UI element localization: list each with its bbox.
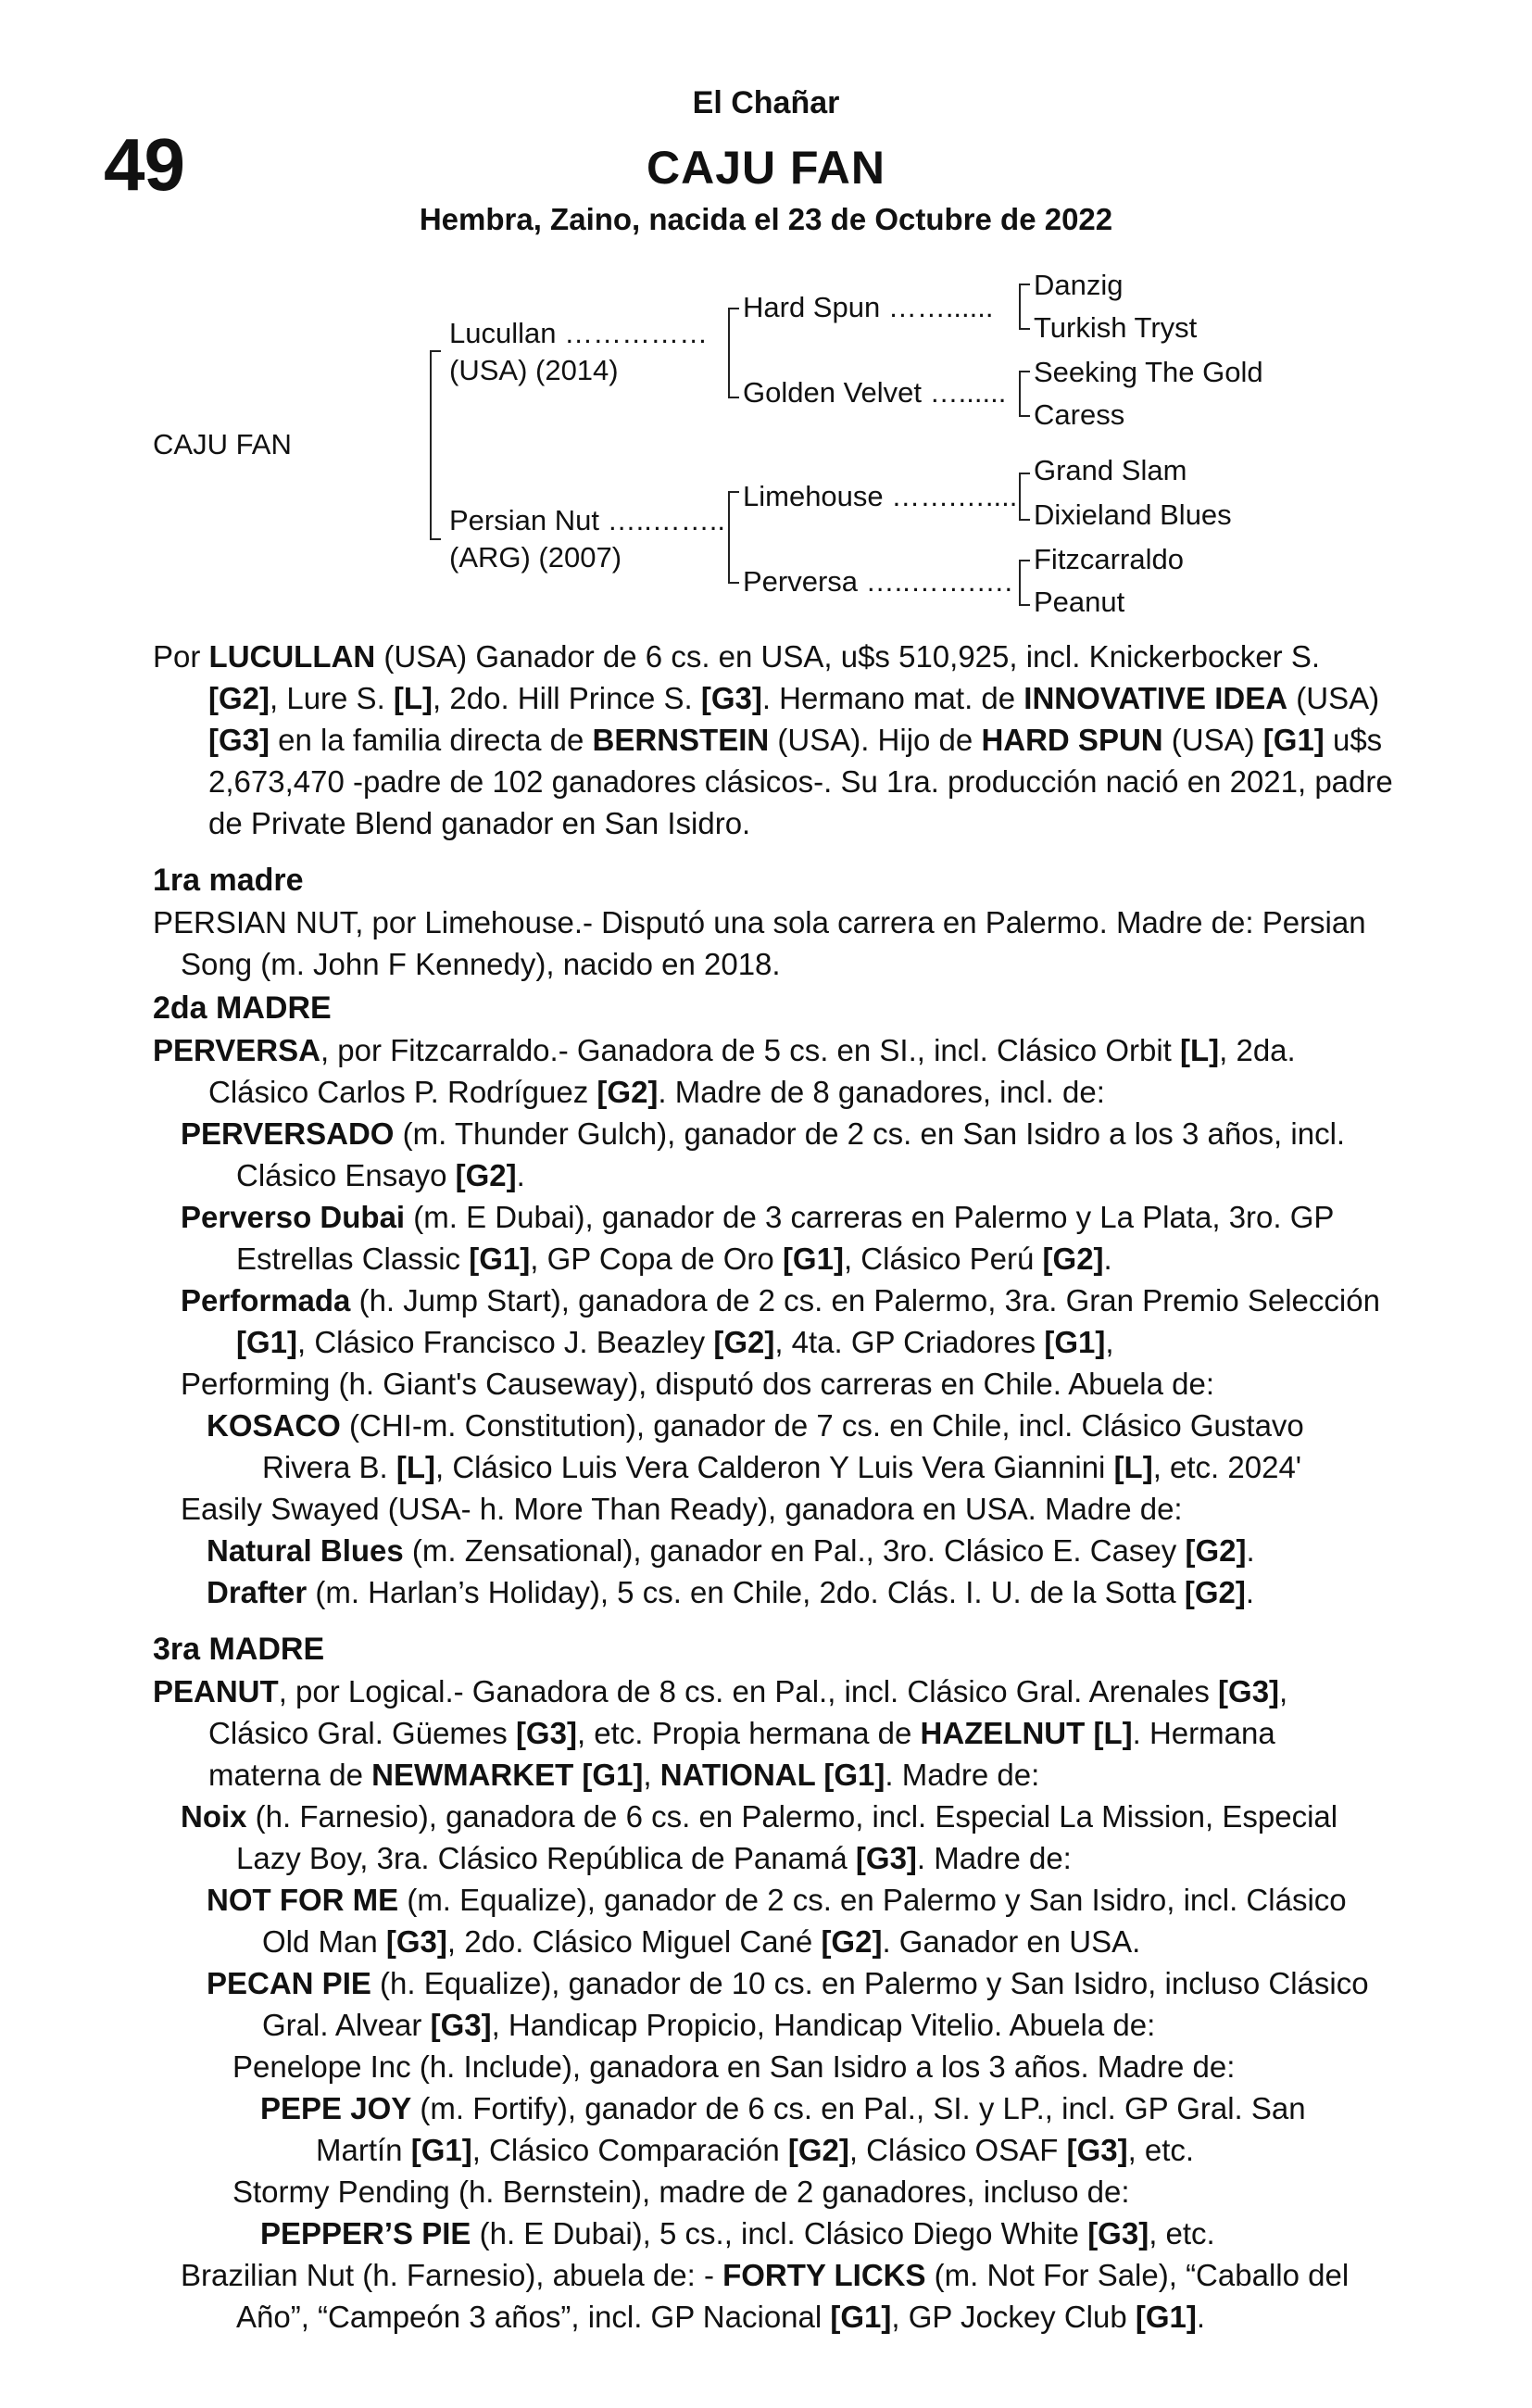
third-dam-row-3: PECAN PIE (h. Equalize), ganador de 10 cs. en Palermo y San Isidro, incluso Clásico Gral. Alvear [G3], Handicap Propicio, Handicap Vitelio. Abuela de: xyxy=(207,1966,1369,2042)
first-dam-section xyxy=(153,860,1394,985)
pedigree-dss: Grand Slam xyxy=(1034,454,1187,486)
pedigree-dds: Fitzcarraldo xyxy=(1034,543,1184,575)
second-dam-row-6: Easily Swayed (USA- h. More Than Ready), ganadora en USA. Madre de: xyxy=(181,1492,1183,1526)
pedigree-ssd: Turkish Tryst xyxy=(1034,311,1198,344)
second-dam-row-8: Drafter (m. Harlan’s Holiday), 5 cs. en Chile, 2do. Clás. I. U. de la Sotta [G2]. xyxy=(207,1575,1254,1609)
pedigree-sd: Golden Velvet …...... xyxy=(743,376,1007,409)
pedigree-sss: Danzig xyxy=(1034,269,1124,301)
pedigree-dam: Persian Nut …..…….. xyxy=(449,504,726,536)
second-dam-row-7: Natural Blues (m. Zensational), ganador en Pal., 3ro. Clásico E. Casey [G2]. xyxy=(207,1533,1255,1568)
pedigree-sdd: Caress xyxy=(1034,398,1125,431)
third-dam-row-5: PEPE JOY (m. Fortify), ganador de 6 cs. en Pal., SI. y LP., incl. GP Gral. San Martín [G1], Clásico Comparación [G2], Clásico OSAF [G3], etc. xyxy=(260,2091,1306,2167)
third-dam-row-2: NOT FOR ME (m. Equalize), ganador de 2 cs. en Palermo y San Isidro, incl. Clásico Old Man [G3], 2do. Clásico Miguel Cané [G2]. Ganador en USA. xyxy=(207,1883,1347,1959)
second-dam-row-5: KOSACO (CHI-m. Constitution), ganador de 7 cs. en Chile, incl. Clásico Gustavo Rivera B. [L], Clásico Luis Vera Calderon Y Luis Vera Giannini [L], etc. 2024' xyxy=(207,1408,1304,1484)
third-dam-row-6: Stormy Pending (h. Bernstein), madre de 2 ganadores, incluso de: xyxy=(232,2175,1130,2209)
pedigree-dsd: Dixieland Blues xyxy=(1034,498,1232,531)
third-dam-section xyxy=(153,1629,1394,2338)
pedigree-dam-origin: (ARG) (2007) xyxy=(449,541,622,574)
pedigree-dd: Perversa …..…….…. xyxy=(743,565,1013,598)
second-dam-heading: 2da MADRE xyxy=(153,990,332,1026)
pedigree-ss: Hard Spun ……...... xyxy=(743,291,994,323)
second-dam-row-3: Performada (h. Jump Start), ganadora de 2 cs. en Palermo, 3ra. Gran Premio Selección [G1], Clásico Francisco J. Beazley [G2], 4ta. GP Criadores [G1], xyxy=(181,1283,1380,1359)
haras-name: El Chañar xyxy=(692,85,840,120)
sire-paragraph: Por LUCULLAN (USA) Ganador de 6 cs. en USA, u$s 510,925, incl. Knickerbocker S. [G2], Lure S. [L], 2do. Hill Prince S. [G3]. Hermano mat. de INNOVATIVE IDEA (USA) [G3] en la familia directa de BERNSTEIN (USA). Hijo de HARD SPUN (USA) [G1] u$s 2,673,470 -padre de 102 ganadores clásicos-. Su 1ra. producción nació en 2021, padre de Private Blend ganador en San Isidro. xyxy=(153,639,1393,840)
horse-subtitle: Hembra, Zaino, nacida el 23 de Octubre de 2022 xyxy=(419,202,1113,236)
second-dam-row-1: PERVERSADO (m. Thunder Gulch), ganador de 2 cs. en San Isidro a los 3 años, incl. Clásico Ensayo [G2]. xyxy=(181,1116,1346,1192)
second-dam-section xyxy=(153,988,1394,1613)
pedigree-sire: Lucullan …………… xyxy=(449,317,709,349)
third-dam-row-8: Brazilian Nut (h. Farnesio), abuela de: - FORTY LICKS (m. Not For Sale), “Caballo del Año”, “Campeón 3 años”, incl. GP Nacional [G1], GP Jockey Club [G1]. xyxy=(181,2258,1350,2334)
first-dam-heading: 1ra madre xyxy=(153,863,304,898)
pedigree-subject: CAJU FAN xyxy=(153,428,292,460)
third-dam-row-7: PEPPER’S PIE (h. E Dubai), 5 cs., incl. Clásico Diego White [G3], etc. xyxy=(260,2216,1215,2250)
first-dam-text: PERSIAN NUT, por Limehouse.- Disputó una sola carrera en Palermo. Madre de: Persian Song (m. John F Kennedy), nacido en 2018. xyxy=(153,905,1366,981)
second-dam-main: PERVERSA, por Fitzcarraldo.- Ganadora de 5 cs. en SI., incl. Clásico Orbit [L], 2da. Clásico Carlos P. Rodríguez [G2]. Madre de 8 ganadores, incl. de: xyxy=(153,1033,1296,1109)
second-dam-row-4: Performing (h. Giant's Causeway), disputó dos carreras en Chile. Abuela de: xyxy=(181,1367,1215,1401)
third-dam-row-1: Noix (h. Farnesio), ganadora de 6 cs. en Palermo, incl. Especial La Mission, Especial Lazy Boy, 3ra. Clásico República de Panamá [G3]. Madre de: xyxy=(181,1799,1338,1875)
third-dam-heading: 3ra MADRE xyxy=(153,1632,325,1667)
horse-name: CAJU FAN xyxy=(646,142,886,194)
pedigree-ds: Limehouse …….….... xyxy=(743,480,1018,512)
third-dam-main: PEANUT, por Logical.- Ganadora de 8 cs. en Pal., incl. Clásico Gral. Arenales [G3], Clásico Gral. Güemes [G3], etc. Propia hermana de HAZELNUT [L]. Hermana materna de NEWMARKET [G1], NATIONAL [G1]. Madre de: xyxy=(153,1674,1288,1792)
second-dam-row-2: Perverso Dubai (m. E Dubai), ganador de 3 carreras en Palermo y La Plata, 3ro. GP Estrellas Classic [G1], GP Copa de Oro [G1], Clásico Perú [G2]. xyxy=(181,1200,1334,1276)
pedigree-ddd: Peanut xyxy=(1034,586,1125,618)
pedigree-sire-origin: (USA) (2014) xyxy=(449,354,619,386)
third-dam-row-4: Penelope Inc (h. Include), ganadora en San Isidro a los 3 años. Madre de: xyxy=(232,2049,1236,2084)
pedigree-sds: Seeking The Gold xyxy=(1034,356,1263,388)
lot-number: 49 xyxy=(104,123,184,206)
